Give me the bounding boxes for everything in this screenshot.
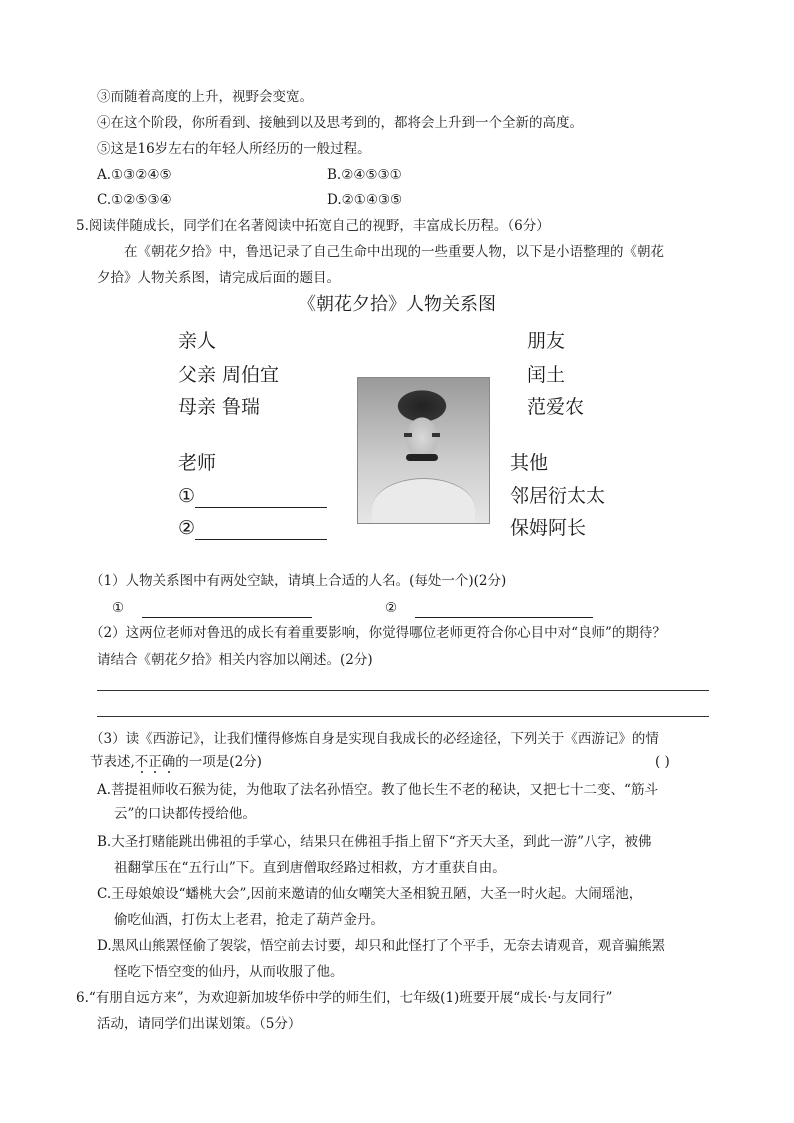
answer-paren[interactable]: ( )	[655, 754, 670, 770]
sub-question-3-post: 的一项是(2分)	[175, 754, 262, 770]
option-d: D.②①④③⑤	[327, 192, 403, 208]
other-nanny: 保姆阿长	[510, 517, 587, 539]
teacher-blank-2-marker: ②	[178, 517, 196, 539]
answer-blank-2-marker: ②	[385, 600, 398, 616]
portrait-mustache	[406, 454, 438, 461]
emphasis-char-1: 不	[134, 754, 149, 770]
answer-blank-1-marker: ①	[112, 600, 125, 616]
option-c: C.①②⑤③④	[97, 192, 172, 208]
sub-question-3-pre: 节表述,	[90, 754, 135, 770]
teacher-blank-2[interactable]	[178, 516, 327, 540]
relatives-label: 亲人	[178, 330, 217, 352]
q3-option-d-1: D.黑风山熊罴怪偷了袈裟，悟空前去讨要，却只和此怪打了个平手，无奈去请观音，观音骗熊罴	[97, 938, 666, 954]
emphasis-char-2: 正	[148, 754, 162, 770]
option-a: A.①③②④⑤	[97, 167, 172, 183]
teacher-blank-1-marker: ①	[178, 485, 196, 507]
others-label: 其他	[510, 452, 549, 474]
option-b: B.②④⑤③①	[327, 167, 402, 183]
sub-question-3-line-1: （3）读《西游记》，让我们懂得修炼自身是实现自我成长的必经途径，下列关于《西游记》的情	[90, 731, 659, 747]
answer-blank-1-line	[142, 617, 312, 618]
lu-xun-portrait	[357, 377, 490, 524]
portrait-shoulders	[372, 478, 475, 524]
q3-option-b-2: 祖翻掌压在“五行山”下。直到唐僧取经路过相救，方才重获自由。	[114, 860, 506, 876]
q3-option-c-2: 偷吃仙酒，打伤太上老君，抢走了葫芦金丹。	[114, 912, 384, 928]
question-5-heading: 5.阅读伴随成长，同学们在名著阅读中拓宽自己的视野，丰富成长历程。（6分）	[76, 218, 550, 234]
sub-question-1: （1）人物关系图中有两处空缺，请填上合适的人名。(每处一个)(2分)	[90, 573, 507, 589]
question-5-intro-2: 夕拾》人物关系图，请完成后面的题目。	[97, 270, 340, 286]
friends-label: 朋友	[527, 330, 566, 352]
answer-blank-1[interactable]	[112, 598, 312, 618]
sub-question-3-line-2	[90, 752, 262, 772]
other-neighbor: 邻居衍太太	[510, 485, 606, 507]
q3-option-d-2: 怪吃下悟空变的仙丹，从而收服了他。	[114, 964, 344, 980]
q3-option-a-1: A.菩提祖师收石猴为徒，为他取了法名孙悟空。教了他长生不老的秘诀，又把七十二变、“筋斗	[97, 782, 658, 798]
diagram-title: 《朝花夕拾》人物关系图	[298, 294, 496, 315]
relative-father: 父亲 周伯宜	[178, 364, 280, 386]
sentence-4: ④在这个阶段，你所看到、接触到以及思考到的，都将会上升到一个全新的高度。	[97, 115, 583, 131]
question-5-intro-1: 在《朝花夕拾》中，鲁迅记录了自己生命中出现的一些重要人物，以下是小语整理的《朝花	[124, 244, 664, 260]
relative-mother: 母亲 鲁瑞	[178, 396, 261, 418]
friend-runtu: 闰土	[527, 364, 566, 386]
answer-line-2[interactable]	[97, 716, 709, 717]
q3-option-b-1: B.大圣打赌能跳出佛祖的手掌心，结果只在佛祖手指上留下“齐天大圣，到此一游”八字，被佛	[97, 834, 652, 850]
emphasis-char-3: 确	[161, 754, 176, 770]
sentence-3: ③而随着高度的上升，视野会变宽。	[97, 89, 313, 105]
teacher-blank-1[interactable]	[178, 484, 327, 508]
sub-question-2-line-1: （2）这两位老师对鲁迅的成长有着重要影响，你觉得哪位老师更符合你心目中对“良师”的期待？	[90, 625, 666, 641]
q3-option-a-2: 云”的口诀都传授给他。	[114, 806, 256, 822]
question-6-line-2: 活动，请同学们出谋划策。（5分）	[97, 1016, 302, 1032]
sentence-5: ⑤这是16岁左右的年轻人所经历的一般过程。	[97, 141, 371, 157]
teacher-blank-1-line	[195, 507, 327, 508]
answer-line-1[interactable]	[97, 690, 709, 691]
answer-blank-2-line	[415, 617, 593, 618]
portrait-eyes	[404, 433, 440, 437]
teachers-label: 老师	[178, 452, 217, 474]
q3-option-c-1: C.王母娘娘设“蟠桃大会”,因前来邀请的仙女嘲笑大圣相貌丑陋，大圣一时火起。大闹瑶池，	[97, 886, 643, 902]
friend-fan-ainong: 范爱农	[527, 396, 585, 418]
sub-question-2-line-2: 请结合《朝花夕拾》相关内容加以阐述。(2分)	[97, 652, 373, 668]
question-6-line-1: 6.“有朋自远方来”，为欢迎新加坡华侨中学的师生们，七年级(1)班要开展“成长·与友同行”	[76, 990, 613, 1006]
answer-blank-2[interactable]	[385, 598, 593, 618]
teacher-blank-2-line	[195, 539, 327, 540]
